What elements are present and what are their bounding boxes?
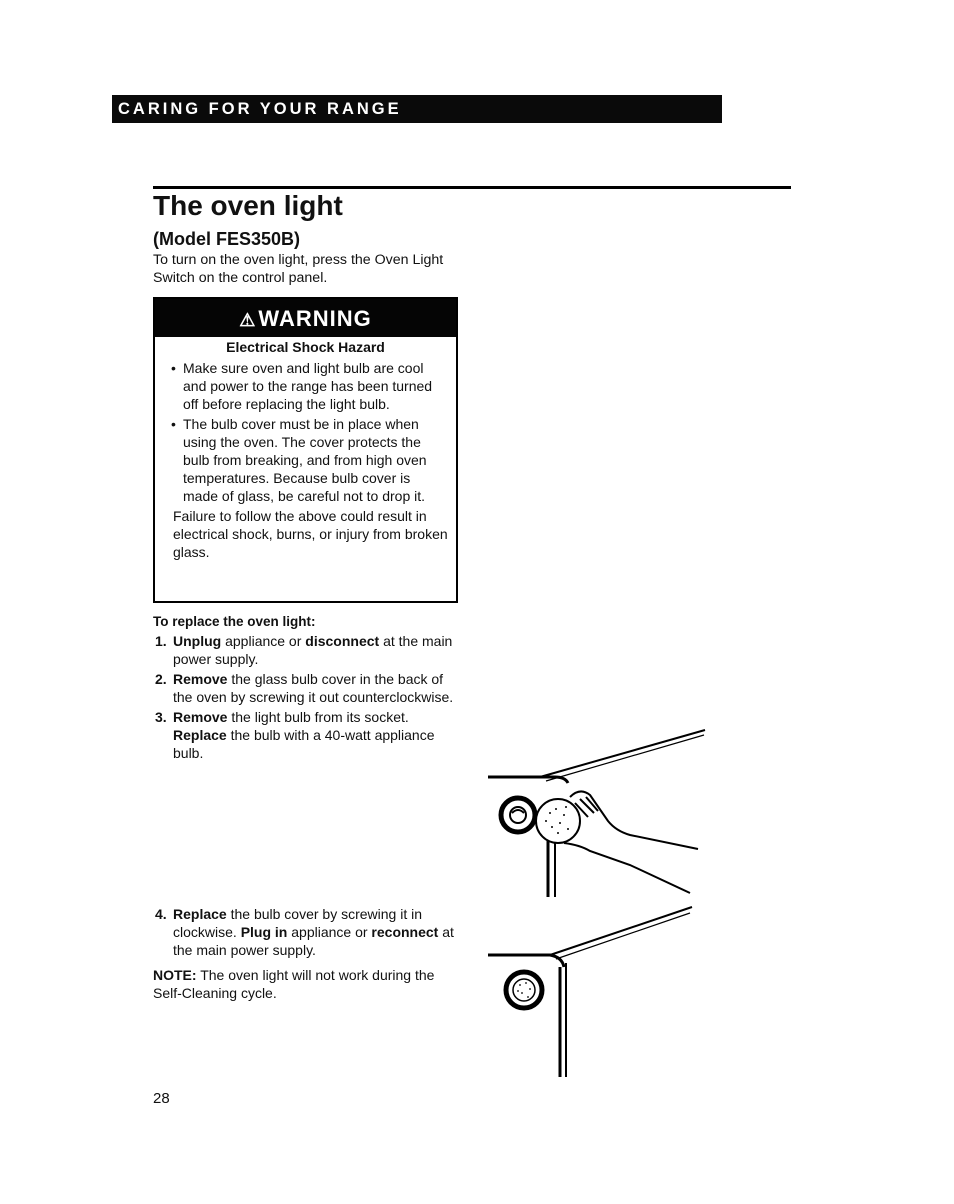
step-text: the light bulb from its socket. (227, 709, 409, 725)
step-keyword: Replace (173, 727, 227, 743)
step-number: 4. (155, 906, 167, 922)
step-text: appliance or (287, 924, 372, 940)
warning-bullets (155, 359, 456, 505)
step-keyword: disconnect (305, 633, 380, 649)
step-item (153, 905, 458, 959)
note-body: The oven light will not work during the Self-Cleaning cycle. (153, 967, 435, 1001)
page-title: The oven light (153, 190, 343, 221)
step-number: 1. (155, 633, 167, 649)
warning-failure-text: Failure to follow the above could result in electrical shock, burns, or injury from broken glass. (173, 508, 448, 560)
page-number: 28 (153, 1090, 170, 1107)
bulb-cover-installed-illustration (480, 905, 700, 1080)
title-rule (153, 186, 791, 189)
step-number: 3. (155, 709, 167, 725)
step-keyword: Remove (173, 709, 228, 725)
step-keyword: Remove (173, 671, 228, 687)
section-label: CARING FOR YOUR RANGE (118, 100, 402, 118)
step-item (153, 670, 458, 706)
step-text: at the main power supply. (173, 924, 454, 958)
step-number: 2. (155, 671, 167, 687)
hazard-title: Electrical Shock Hazard (226, 339, 385, 355)
model-subtitle: (Model FES350B) (153, 229, 301, 249)
step-keyword: Plug in (240, 924, 288, 940)
step-keyword: Unplug (173, 633, 222, 649)
warning-bullet: • Make sure oven and light bulb are cool and power to the range has been turned off before replacing the light bulb. (167, 359, 448, 413)
warning-label: WARNING (258, 306, 372, 331)
step-text: appliance or (221, 633, 306, 649)
warning-header (155, 299, 456, 337)
steps-heading: To replace the oven light: (153, 614, 316, 629)
step-text: the bulb cover by screwing it in clockwise. (173, 906, 423, 940)
warning-box (153, 297, 458, 603)
step-text: the bulb with a 40-watt appliance bulb. (173, 727, 435, 761)
step-keyword: reconnect (371, 924, 439, 940)
steps-list-1 (153, 632, 458, 764)
intro-text: To turn on the oven light, press the Oven Light Switch on the control panel. (153, 252, 444, 286)
step-text: the glass bulb cover in the back of the oven by screwing it out counterclockwise. (173, 671, 454, 705)
step-text: at the main power supply. (173, 633, 453, 667)
note-text (153, 966, 453, 1002)
step-item (153, 708, 458, 762)
step-keyword: Replace (173, 906, 227, 922)
section-header-bar (112, 95, 722, 123)
warning-triangle-icon: ⚠ (239, 310, 257, 330)
warning-bullet: • The bulb cover must be in place when using the oven. The cover protects the bulb from breaking, and from high oven temperatures. Because bulb cover is made of glass, be careful not to drop it. (167, 415, 448, 505)
note-label: NOTE: (153, 967, 197, 983)
hand-removing-bulb-illustration (480, 725, 710, 905)
step-item (153, 632, 458, 668)
steps-list-2 (153, 905, 458, 961)
